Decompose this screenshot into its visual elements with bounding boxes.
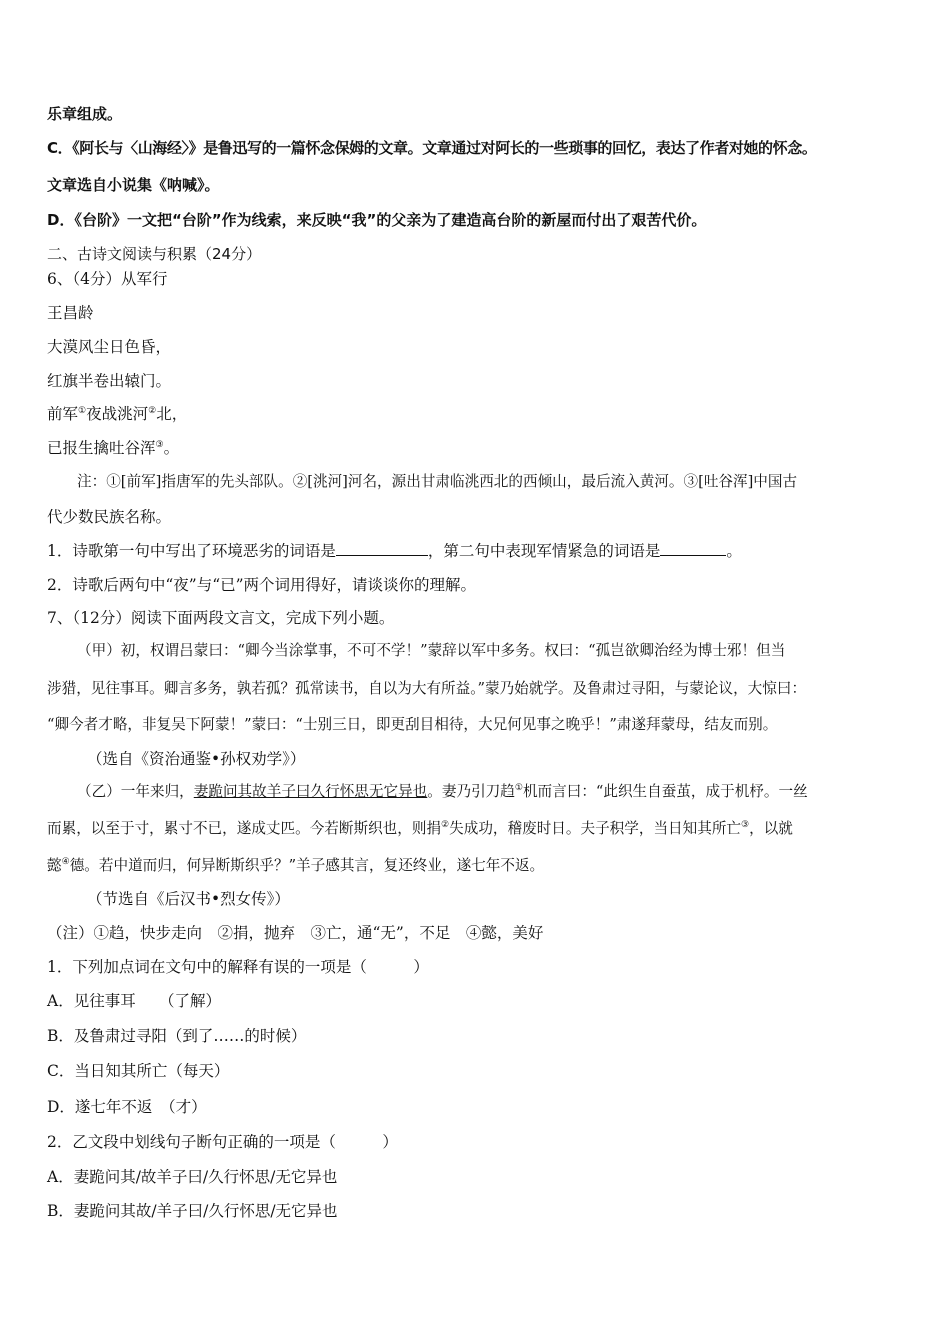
option-d[interactable]: D．遂七年不返 （才） xyxy=(47,1098,207,1116)
passage-text: 失成功，稽废时日。夫子积学，当日知其所亡 xyxy=(449,820,742,837)
passage-text: 懿 xyxy=(47,857,62,874)
passage-text: （乙）一年来归， xyxy=(77,783,194,800)
poem-author: 王昌龄 xyxy=(47,304,94,322)
option-b[interactable]: B．妻跪问其故/羊子曰/久行怀思/无它异也 xyxy=(47,1202,338,1220)
option-c[interactable]: C．当日知其所亡（每天） xyxy=(47,1062,230,1080)
footnote-mark: ③ xyxy=(155,439,164,450)
option-c-line: C．《阿长与〈山海经〉》是鲁迅写的一篇怀念保姆的文章。文章通过对阿长的一些琐事的回忆，表达了作者对她的怀念。 xyxy=(47,139,817,157)
poem-text: 已报生擒吐谷浑 xyxy=(47,439,156,457)
option-a[interactable]: A．妻跪问其/故羊子曰/久行怀思/无它异也 xyxy=(47,1168,338,1186)
poem-line: 大漠风尘日色昏， xyxy=(47,338,172,356)
footnote-mark: ② xyxy=(441,820,450,831)
passage-text: 而累，以至于寸，累寸不已，遂成丈匹。今若断斯织也，则捐 xyxy=(47,820,442,837)
footnote-mark: ④ xyxy=(61,857,70,868)
question-7-2: 2．乙文段中划线句子断句正确的一项是（ ） xyxy=(47,1133,398,1151)
footnote-mark: ① xyxy=(78,405,87,416)
question-7-title: 7、（12分）阅读下面两段文言文，完成下列小题。 xyxy=(47,609,395,627)
question-text: 1．诗歌第一句中写出了环境恶劣的词语是 xyxy=(47,542,336,560)
question-text: 。 xyxy=(726,542,742,560)
passage-text: 机而言曰：“此织生自蚕茧，成于机杼。一丝 xyxy=(522,783,808,800)
passage-b xyxy=(47,855,910,877)
passage-b xyxy=(47,781,910,803)
passage-a-source: （选自《资治通鉴•孙权劝学》） xyxy=(87,750,306,768)
option-b[interactable]: B．及鲁肃过寻阳（到了……的时候） xyxy=(47,1027,307,1045)
poem-text: 北， xyxy=(156,405,188,423)
footnote-mark: ③ xyxy=(741,820,750,831)
question-6-1 xyxy=(47,540,910,562)
poem-text: 。 xyxy=(163,439,180,457)
passage-b xyxy=(47,818,910,840)
poem-line xyxy=(47,437,910,459)
passage-text: ，以就 xyxy=(749,820,793,837)
option-a[interactable]: A．见往事耳 （了解） xyxy=(47,992,221,1010)
poem-text: 夜战洮河 xyxy=(86,405,149,423)
text-line: 文章选自小说集《呐喊》。 xyxy=(47,176,220,194)
option-d-line: D．《台阶》一文把“台阶”作为线索，来反映“我”的父亲为了建造高台阶的新屋而付出了艰苦代价。 xyxy=(47,211,707,229)
poem-notes: 注：①[前军]指唐军的先头部队。②[洮河]河名，源出甘肃临洮西北的西倾山，最后流入黄河。③[吐谷浑]中国古 xyxy=(77,473,798,490)
underlined-sentence: 妻跪问其故羊子曰久行怀思无它异也 xyxy=(193,783,428,800)
poem-notes-cont: 代少数民族名称。 xyxy=(47,508,172,526)
answer-blank[interactable] xyxy=(660,541,726,556)
question-6-title: 6、（4分）从军行 xyxy=(47,270,168,288)
passage-a: （甲）初，权谓吕蒙曰：“卿今当涂掌事，不可不学！”蒙辞以军中多务。权曰：“孤岂欲卿治经为博士邪！但当 xyxy=(77,642,786,659)
question-text: ，第二句中表现军情紧急的词语是 xyxy=(427,542,661,560)
text-line: 乐章组成。 xyxy=(47,105,123,123)
footnote-mark: ② xyxy=(148,405,157,416)
poem-text: 前军 xyxy=(47,405,79,423)
passage-a: “卿今者才略，非复吴下阿蒙！”蒙曰：“士别三日，即更刮目相待，大兄何见事之晚乎！”肃遂拜蒙母，结友而别。 xyxy=(47,716,778,733)
passage-b-source: （节选自《后汉书•烈女传》） xyxy=(87,890,290,908)
section-heading: 二、古诗文阅读与积累（24分） xyxy=(47,245,262,263)
poem-line xyxy=(47,403,910,425)
passage-text: 德。若中道而归，何异断斯织乎？”羊子感其言，复还终业，遂七年不返。 xyxy=(69,857,545,874)
passage-notes: （注）①趋，快步走向 ②捐，抛弃 ③亡，通“无”，不足 ④懿，美好 xyxy=(47,924,544,942)
question-6-2: 2．诗歌后两句中“夜”与“已”两个词用得好，请谈谈你的理解。 xyxy=(47,576,477,594)
poem-line: 红旗半卷出辕门。 xyxy=(47,372,172,390)
passage-text: 。妻乃引刀趋 xyxy=(427,783,515,800)
answer-blank[interactable] xyxy=(336,541,428,556)
passage-a: 涉猎，见往事耳。卿言多务，孰若孤？孤常读书，自以为大有所益。”蒙乃始就学。及鲁肃过寻阳，与蒙论议，大惊曰： xyxy=(47,680,807,697)
footnote-mark: ① xyxy=(514,783,523,794)
question-7-1: 1．下列加点词在文句中的解释有误的一项是（ ） xyxy=(47,958,429,976)
